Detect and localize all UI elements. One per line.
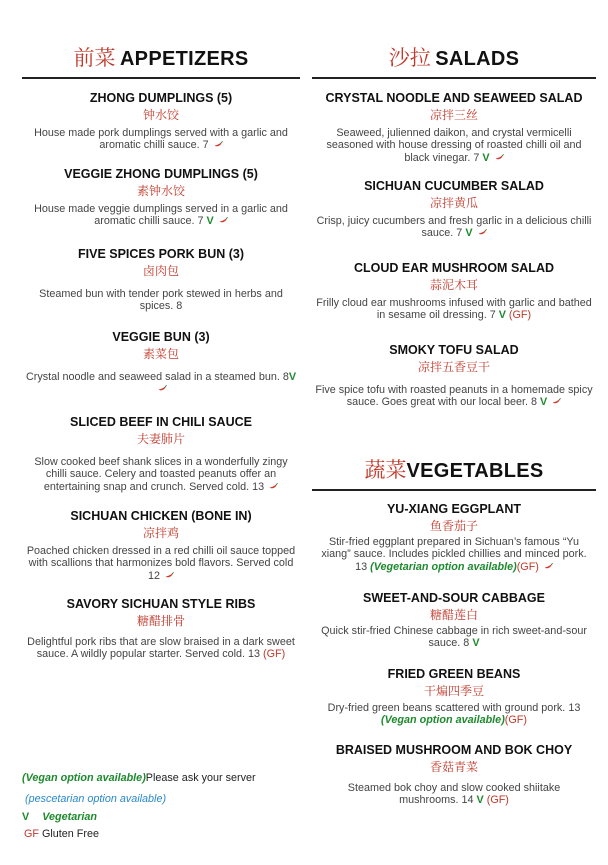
item-price: 12 bbox=[147, 569, 160, 582]
gluten-free-badge: (GF) bbox=[486, 794, 509, 807]
item-description: Stir-fried eggplant prepared in Sichuan’s famous “Yu xiang” sauce. Includes pickled chillies and minced pork. 13 (Vegetarian option available)(GF) bbox=[321, 536, 587, 573]
menu-item bbox=[22, 329, 300, 396]
item-name: FIVE SPICES PORK BUN (3) bbox=[78, 247, 244, 261]
item-description: Delightful pork ribs that are slow braised in a dark sweet sauce. A wildly popular starter. Served cold. 13 (GF) bbox=[27, 636, 295, 661]
menu-item bbox=[22, 246, 300, 313]
item-name: SICHUAN CHICKEN (BONE IN) bbox=[70, 509, 252, 523]
item-name: SWEET-AND-SOUR CABBAGE bbox=[363, 591, 545, 605]
item-description: Quick stir-fried Chinese cabbage in rich sweet-and-sour sauce. 8 V bbox=[321, 625, 587, 650]
item-price: 7 bbox=[489, 309, 496, 322]
menu-item bbox=[22, 166, 300, 228]
legend-pescetarian-label: (pescetarian option available) bbox=[25, 793, 167, 805]
gluten-free-badge: (GF) bbox=[516, 560, 539, 573]
salads-chinese-title: 沙拉 bbox=[388, 46, 431, 70]
legend-v-mark: V bbox=[22, 811, 30, 823]
item-price: 8 bbox=[463, 637, 470, 650]
gluten-free-badge: (GF) bbox=[504, 714, 527, 727]
item-description: Seaweed, julienned daikon, and crystal vermicelli seasoned with house dressing of roasted chilli oil and black vinegar. 7 V bbox=[326, 127, 582, 164]
salads-title: SALADS bbox=[435, 48, 520, 70]
vegetarian-badge: V bbox=[498, 309, 506, 322]
legend-ask-server-note: Please ask your server bbox=[145, 772, 256, 784]
legend-vegan-option-label: (Vegan option available) bbox=[22, 772, 146, 784]
menu-item bbox=[22, 596, 300, 661]
item-chinese-name: 干煸四季豆 bbox=[423, 684, 484, 698]
item-name: CLOUD EAR MUSHROOM SALAD bbox=[354, 261, 554, 275]
vegetarian-badge: V bbox=[472, 637, 480, 650]
item-chinese-name: 糖醋莲白 bbox=[429, 608, 478, 622]
item-name: YU-XIANG EGGPLANT bbox=[386, 502, 522, 516]
item-description: Poached chicken dressed in a red chilli oil sauce topped with scallions that harmonizes bold flavors. Served cold 12 bbox=[26, 545, 296, 582]
vegetarian-badge: V bbox=[206, 215, 214, 228]
item-chinese-name: 素菜包 bbox=[142, 347, 179, 361]
item-description: Five spice tofu with roasted peanuts in a homemade spicy sauce. Goes great with our local beer. 8 V bbox=[315, 384, 593, 409]
legend-gf-mark: GF bbox=[24, 828, 39, 840]
item-description: Crystal noodle and seaweed salad in a steamed bun. 8V bbox=[22, 371, 300, 396]
vegetarian-badge: V bbox=[476, 794, 484, 807]
item-name: VEGGIE ZHONG DUMPLINGS (5) bbox=[64, 167, 258, 181]
menu-item bbox=[312, 666, 596, 727]
chili-icon bbox=[214, 141, 223, 147]
item-chinese-name: 凉拌黄瓜 bbox=[429, 196, 478, 210]
item-chinese-name: 卤肉包 bbox=[142, 264, 179, 278]
menu-item bbox=[312, 342, 596, 409]
item-name: SMOKY TOFU SALAD bbox=[389, 343, 519, 357]
item-chinese-name: 凉拌五香豆干 bbox=[417, 360, 490, 374]
vegetarian-badge: V bbox=[540, 396, 548, 409]
item-chinese-name: 鱼香茄子 bbox=[429, 519, 478, 533]
item-chinese-name: 凉拌鸡 bbox=[142, 526, 179, 540]
gluten-free-badge: (GF) bbox=[263, 648, 286, 661]
item-chinese-name: 凉拌三丝 bbox=[429, 108, 478, 122]
legend-vegetarian-label: Vegetarian bbox=[42, 811, 98, 823]
vegetarian-badge: V bbox=[482, 151, 490, 164]
legend-vegan-option bbox=[22, 772, 256, 785]
item-price: 13 bbox=[248, 648, 261, 661]
chili-icon bbox=[219, 217, 228, 223]
legend-vegetarian bbox=[22, 811, 97, 824]
item-price: 7 bbox=[456, 227, 463, 240]
item-name: SICHUAN CUCUMBER SALAD bbox=[364, 179, 544, 193]
vegetarian-option-note: (Vegetarian option available) bbox=[370, 560, 517, 573]
appetizers-title: APPETIZERS bbox=[119, 48, 249, 70]
item-name: VEGGIE BUN (3) bbox=[112, 330, 210, 344]
item-name: BRAISED MUSHROOM AND BOK CHOY bbox=[335, 743, 573, 757]
item-chinese-name: 糖醋排骨 bbox=[136, 614, 185, 628]
legend-pescetarian-option bbox=[25, 793, 166, 806]
menu-item bbox=[22, 508, 300, 582]
item-name: ZHONG DUMPLINGS (5) bbox=[89, 91, 233, 105]
item-chinese-name: 蒜泥木耳 bbox=[429, 278, 478, 292]
chili-icon bbox=[495, 154, 504, 160]
menu-item bbox=[312, 742, 596, 807]
vegetables-title: VEGETABLES bbox=[406, 460, 544, 482]
item-chinese-name: 香菇青菜 bbox=[429, 760, 478, 774]
item-description: Steamed bok choy and slow cooked shiitake mushrooms. 14 V (GF) bbox=[347, 782, 561, 807]
vegetarian-badge: V bbox=[288, 371, 297, 383]
item-chinese-name: 钟水饺 bbox=[142, 108, 179, 122]
item-price: 13 bbox=[568, 702, 581, 714]
vegetables-chinese-title: 蔬菜 bbox=[364, 458, 407, 482]
section-divider bbox=[22, 77, 300, 79]
menu-item bbox=[22, 414, 300, 493]
section-divider bbox=[312, 77, 596, 79]
menu-item bbox=[312, 260, 596, 322]
vegetables-header bbox=[312, 457, 596, 487]
item-description: Steamed bun with tender pork stewed in herbs and spices. 8 bbox=[39, 288, 283, 313]
item-name: SAVORY SICHUAN STYLE RIBS bbox=[66, 597, 256, 611]
item-name: FRIED GREEN BEANS bbox=[387, 667, 521, 681]
vegan-option-note: (Vegan option available) bbox=[381, 714, 505, 727]
chili-icon bbox=[158, 385, 167, 391]
item-name: CRYSTAL NOODLE AND SEAWEED SALAD bbox=[325, 91, 583, 105]
legend-gluten-free bbox=[24, 828, 99, 841]
appetizers-header bbox=[22, 45, 300, 75]
item-price: 13 bbox=[355, 560, 368, 573]
legend-gluten-free-label: Gluten Free bbox=[42, 828, 100, 840]
item-description: Dry-fried green beans scattered with ground pork. 13 (Vegan option available)(GF) bbox=[327, 702, 581, 727]
item-price: 8 bbox=[176, 300, 183, 313]
item-description: Crisp, juicy cucumbers and fresh garlic in a delicious chilli sauce. 7 V bbox=[316, 215, 592, 240]
item-price: 14 bbox=[461, 794, 474, 807]
item-price: 7 bbox=[473, 151, 480, 164]
item-name: SLICED BEEF IN CHILI SAUCE bbox=[70, 415, 252, 429]
item-price: 13 bbox=[252, 480, 265, 493]
item-description: Slow cooked beef shank slices in a wonderfully zingy chilli sauce. Celery and toasted peanuts offer an entertaining snap and crunch. Served cold. 13 bbox=[34, 456, 288, 493]
appetizers-chinese-title: 前菜 bbox=[73, 46, 116, 70]
menu-item bbox=[312, 501, 596, 573]
item-price: 8 bbox=[531, 396, 538, 409]
menu-item bbox=[312, 590, 596, 650]
vegetarian-badge: V bbox=[465, 227, 473, 240]
item-chinese-name: 夫妻肺片 bbox=[136, 432, 185, 446]
item-chinese-name: 素钟水饺 bbox=[136, 184, 185, 198]
item-description: House made pork dumplings served with a garlic and aromatic chilli sauce. 7 bbox=[34, 127, 288, 152]
menu-item bbox=[22, 90, 300, 152]
chili-icon bbox=[269, 483, 278, 489]
chili-icon bbox=[478, 229, 487, 235]
gluten-free-badge: (GF) bbox=[508, 309, 532, 322]
menu-item bbox=[312, 178, 596, 240]
menu-item bbox=[312, 90, 596, 164]
section-divider bbox=[312, 489, 596, 491]
chili-icon bbox=[544, 563, 553, 569]
chili-icon bbox=[165, 572, 174, 578]
item-description: House made veggie dumplings served in a garlic and aromatic chilli sauce. 7 V bbox=[34, 203, 288, 228]
item-price: 7 bbox=[197, 215, 204, 228]
item-description: Frilly cloud ear mushrooms infused with garlic and bathed in sesame oil dressing. 7 V (GF) bbox=[316, 297, 592, 322]
item-price: 7 bbox=[202, 139, 209, 152]
item-price: 8 bbox=[282, 371, 289, 383]
salads-header bbox=[312, 45, 596, 75]
chili-icon bbox=[552, 398, 561, 404]
